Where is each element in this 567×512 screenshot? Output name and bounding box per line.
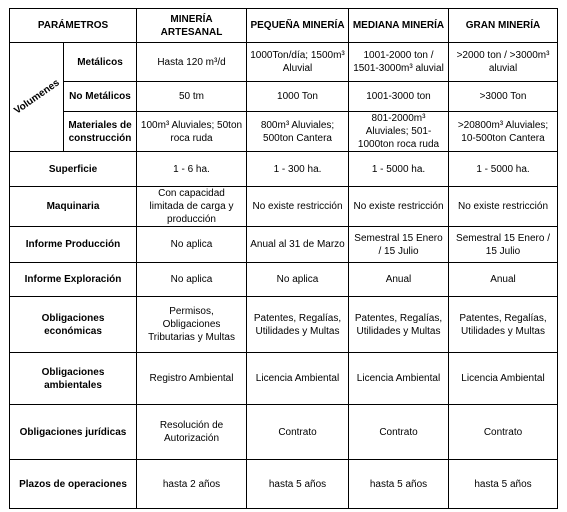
cell: Registro Ambiental xyxy=(137,353,247,405)
header-mineria-artesanal: MINERÍA ARTESANAL xyxy=(137,9,247,43)
param-informe-produccion: Informe Producción xyxy=(10,227,137,263)
cell: >20800m³ Aluviales; 10-500ton Cantera xyxy=(449,112,558,152)
volumenes-group-cell xyxy=(10,43,64,152)
table-row xyxy=(10,112,558,152)
param-metalicos: Metálicos xyxy=(64,43,137,82)
cell: hasta 5 años xyxy=(247,460,349,509)
cell: >2000 ton / >3000m³ aluvial xyxy=(449,43,558,82)
cell: 50 tm xyxy=(137,82,247,112)
param-superficie: Superficie xyxy=(10,152,137,187)
header-mediana-mineria: MEDIANA MINERÍA xyxy=(349,9,449,43)
table-row xyxy=(10,353,558,405)
cell: hasta 2 años xyxy=(137,460,247,509)
cell: 1001-2000 ton / 1501-3000m³ aluvial xyxy=(349,43,449,82)
cell: Licencia Ambiental xyxy=(247,353,349,405)
cell: Semestral 15 Enero / 15 Julio xyxy=(349,227,449,263)
cell: Semestral 15 Enero / 15 Julio xyxy=(449,227,558,263)
cell: Hasta 120 m³/d xyxy=(137,43,247,82)
cell: Con capacidad limitada de carga y producción xyxy=(137,187,247,227)
cell: hasta 5 años xyxy=(449,460,558,509)
cell: >3000 Ton xyxy=(449,82,558,112)
cell: Permisos, Obligaciones Tributarias y Multas xyxy=(137,297,247,353)
param-materiales-construccion: Materiales de construcción xyxy=(64,112,137,152)
cell: 1 - 300 ha. xyxy=(247,152,349,187)
cell: Anual xyxy=(449,263,558,297)
mining-parameters-table xyxy=(9,8,558,509)
cell: No aplica xyxy=(247,263,349,297)
cell: Contrato xyxy=(349,405,449,460)
table-row xyxy=(10,227,558,263)
cell: Resolución de Autorización xyxy=(137,405,247,460)
table-row xyxy=(10,82,558,112)
header-pequena-mineria: PEQUEÑA MINERÍA xyxy=(247,9,349,43)
table-row xyxy=(10,460,558,509)
cell: No aplica xyxy=(137,227,247,263)
header-gran-mineria: GRAN MINERÍA xyxy=(449,9,558,43)
cell: 800m³ Aluviales; 500ton Cantera xyxy=(247,112,349,152)
param-obligaciones-economicas: Obligaciones económicas xyxy=(10,297,137,353)
cell: 801-2000m³ Aluviales; 501-1000ton roca ruda xyxy=(349,112,449,152)
table-row xyxy=(10,263,558,297)
cell: Patentes, Regalías, Utilidades y Multas xyxy=(449,297,558,353)
param-obligaciones-ambientales: Obligaciones ambientales xyxy=(10,353,137,405)
cell: Patentes, Regalías, Utilidades y Multas xyxy=(349,297,449,353)
cell: hasta 5 años xyxy=(349,460,449,509)
cell: Licencia Ambiental xyxy=(449,353,558,405)
cell: No existe restricción xyxy=(349,187,449,227)
cell: 1 - 6 ha. xyxy=(137,152,247,187)
param-no-metalicos: No Metálicos xyxy=(64,82,137,112)
table-row xyxy=(10,152,558,187)
cell: 1000 Ton xyxy=(247,82,349,112)
table-row xyxy=(10,297,558,353)
param-plazos-operaciones: Plazos de operaciones xyxy=(10,460,137,509)
param-maquinaria: Maquinaria xyxy=(10,187,137,227)
cell: Anual al 31 de Marzo xyxy=(247,227,349,263)
cell: No existe restricción xyxy=(247,187,349,227)
param-informe-exploracion: Informe Exploración xyxy=(10,263,137,297)
header-row xyxy=(10,9,558,43)
table-row xyxy=(10,187,558,227)
table-row xyxy=(10,405,558,460)
cell: Patentes, Regalías, Utilidades y Multas xyxy=(247,297,349,353)
cell: 1001-3000 ton xyxy=(349,82,449,112)
cell: Anual xyxy=(349,263,449,297)
cell: No aplica xyxy=(137,263,247,297)
cell: Contrato xyxy=(449,405,558,460)
header-parametros: PARÁMETROS xyxy=(10,9,137,43)
cell: Contrato xyxy=(247,405,349,460)
cell: 1 - 5000 ha. xyxy=(449,152,558,187)
cell: 1 - 5000 ha. xyxy=(349,152,449,187)
volumenes-label: Volumenes xyxy=(11,77,62,117)
table-row xyxy=(10,43,558,82)
cell: 1000Ton/día; 1500m³ Aluvial xyxy=(247,43,349,82)
cell: 100m³ Aluviales; 50ton roca ruda xyxy=(137,112,247,152)
cell: Licencia Ambiental xyxy=(349,353,449,405)
cell: No existe restricción xyxy=(449,187,558,227)
param-obligaciones-juridicas: Obligaciones jurídicas xyxy=(10,405,137,460)
